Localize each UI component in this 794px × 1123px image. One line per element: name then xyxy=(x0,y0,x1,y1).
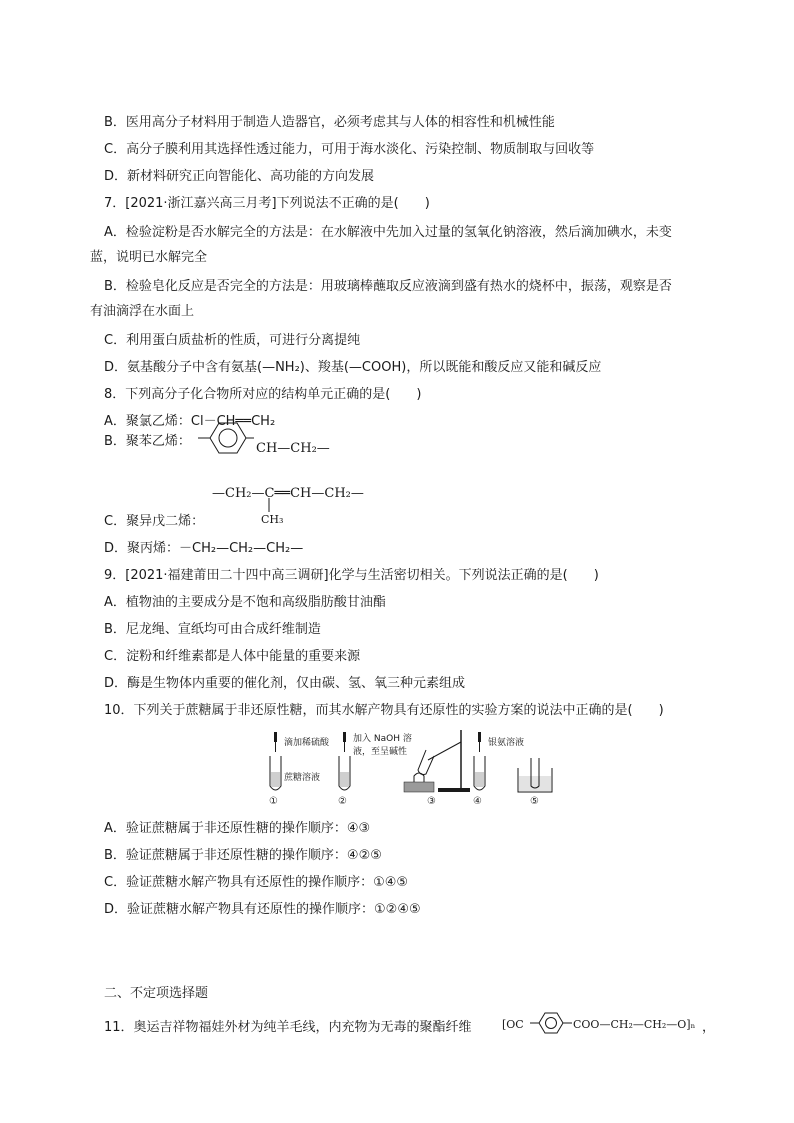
fig-label-1b: 蔗糖溶液 xyxy=(284,773,321,783)
branch-bond xyxy=(264,498,274,512)
q6-option-d: D．新材料研究正向智能化、高功能的方向发展 xyxy=(104,169,375,184)
polyester-benzene-ring xyxy=(530,1010,572,1036)
q10-option-c: C．验证蔗糖水解产物具有还原性的操作顺序：①④⑤ xyxy=(104,875,409,890)
test-tube-1 xyxy=(270,732,281,790)
q9-stem: 9．[2021·福建莆田二十四中高三调研]化学与生活密切相关。下列说法正确的是( ) xyxy=(104,568,599,583)
q11-formula-right: COO—CH₂—CH₂—O]ₙ xyxy=(573,1018,696,1031)
q7-option-b-line2: 有油滴浮在水面上 xyxy=(90,304,195,319)
q11-formula-left: [OC xyxy=(502,1018,524,1031)
q9-option-b: B．尼龙绳、宣纸均可由合成纤维制造 xyxy=(104,622,321,637)
q6-option-b: B．医用高分子材料用于制造人造器官，必须考虑其与人体的相容性和机械性能 xyxy=(104,115,555,130)
q9-option-a: A．植物油的主要成分是不饱和高级脂肪酸甘油酯 xyxy=(104,595,386,610)
q9-option-c: C．淀粉和纤维素都是人体中能量的重要来源 xyxy=(104,649,361,664)
q7-option-a-line2: 蓝，说明已水解完全 xyxy=(90,250,208,265)
q7-option-c: C．利用蛋白质盐析的性质，可进行分离提纯 xyxy=(104,333,361,348)
q7-option-a-line1: A．检验淀粉是否水解完全的方法是：在水解液中先加入过量的氢氧化钠溶液，然后滴加碘水，未变 xyxy=(104,225,672,240)
q8-option-c-structure: —CH₂—C══CH—CH₂— xyxy=(212,486,364,501)
q9-option-d: D．酶是生物体内重要的催化剂，仅由碳、氢、氧三种元素组成 xyxy=(104,676,466,691)
q7-option-d: D．氨基酸分子中含有氨基(—NH₂)、羧基(—COOH)，所以既能和酸反应又能和碱反应 xyxy=(104,360,602,375)
q11-tail: ， xyxy=(702,1020,716,1035)
fig-label-2b: 液，至呈碱性 xyxy=(353,747,408,757)
q7-stem: 7．[2021·浙江嘉兴高三月考]下列说法不正确的是( ) xyxy=(104,196,430,211)
test-tube-2 xyxy=(339,732,350,790)
fig-label-1a: 滴加稀硫酸 xyxy=(284,738,330,748)
q6-option-c: C．高分子膜利用其选择性透过能力，可用于海水淡化、污染控制、物质制取与回收等 xyxy=(104,142,595,157)
fig-number-1: ① xyxy=(269,796,278,807)
water-bath xyxy=(518,758,552,792)
q11-stem: 11．奥运吉祥物福娃外材为纯羊毛线，内充物为无毒的聚酯纤维 xyxy=(104,1020,472,1035)
fig-number-4: ④ xyxy=(473,796,482,807)
fig-number-5: ⑤ xyxy=(530,796,539,807)
q10-option-d: D．验证蔗糖水解产物具有还原性的操作顺序：①②④⑤ xyxy=(104,902,421,917)
q8-option-c: C．聚异戊二烯： xyxy=(104,514,205,529)
test-tube-4 xyxy=(474,732,485,790)
q7-option-b-line1: B．检验皂化反应是否完全的方法是：用玻璃棒蘸取反应液滴到盛有热水的烧杯中，振荡，观察是否 xyxy=(104,279,672,294)
q8-option-b: B．聚苯乙烯： xyxy=(104,434,191,449)
q10-option-b: B．验证蔗糖属于非还原性糖的操作顺序：④②⑤ xyxy=(104,848,382,863)
fig-label-4: 银氨溶液 xyxy=(488,738,525,748)
experiment-figure xyxy=(268,730,558,810)
q8-stem: 8．下列高分子化合物所对应的结构单元正确的是( ) xyxy=(104,387,422,402)
q10-stem: 10．下列关于蔗糖属于非还原性糖，而其水解产物具有还原性的实验方案的说法中正确的是( ) xyxy=(104,703,664,718)
fig-number-2: ② xyxy=(338,796,347,807)
q8-option-c-methyl: CH₃ xyxy=(261,513,284,526)
heating-apparatus xyxy=(404,730,470,792)
q8-option-a: A．聚氯乙烯：Cl－CH══CH₂ xyxy=(104,414,276,429)
q8-option-d: D．聚丙烯：－CH₂—CH₂—CH₂— xyxy=(104,541,304,556)
q10-option-a: A．验证蔗糖属于非还原性糖的操作顺序：④③ xyxy=(104,821,371,836)
fig-number-3: ③ xyxy=(427,796,436,807)
fig-label-2a: 加入 NaOH 溶 xyxy=(353,734,412,744)
q8-option-b-structure: CH—CH₂— xyxy=(256,441,330,456)
section-heading: 二、不定项选择题 xyxy=(104,986,209,1001)
